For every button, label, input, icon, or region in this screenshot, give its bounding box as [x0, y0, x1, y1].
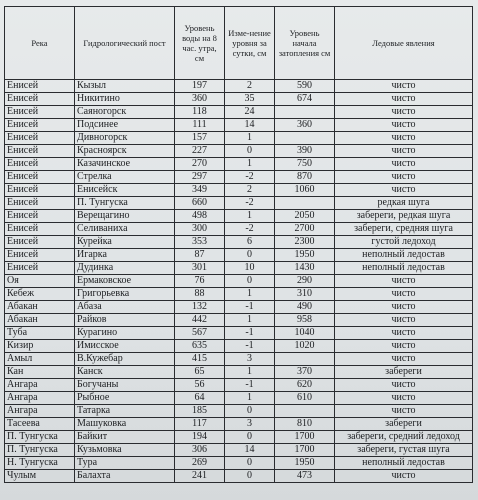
cell-level: 306	[175, 444, 225, 457]
cell-post: Подсинее	[75, 119, 175, 132]
cell-level: 194	[175, 431, 225, 444]
cell-level: 297	[175, 171, 225, 184]
cell-change: 6	[225, 236, 275, 249]
cell-flood: 1950	[275, 457, 335, 470]
cell-level: 117	[175, 418, 225, 431]
cell-change: 2	[225, 80, 275, 93]
cell-post: Кызыл	[75, 80, 175, 93]
cell-level: 118	[175, 106, 225, 119]
cell-flood: 310	[275, 288, 335, 301]
cell-change: 3	[225, 418, 275, 431]
table-row	[5, 197, 473, 210]
cell-ice: неполный ледостав	[335, 249, 473, 262]
table-row	[5, 366, 473, 379]
cell-ice: густой ледоход	[335, 236, 473, 249]
cell-level: 269	[175, 457, 225, 470]
table-row	[5, 171, 473, 184]
table-row	[5, 184, 473, 197]
table-row	[5, 431, 473, 444]
cell-post: Ермаковское	[75, 275, 175, 288]
cell-flood: 1700	[275, 431, 335, 444]
header-post: Гидрологический пост	[75, 7, 175, 80]
cell-post: Имисское	[75, 340, 175, 353]
cell-change: 0	[225, 457, 275, 470]
cell-ice: чисто	[335, 340, 473, 353]
cell-ice: чисто	[335, 405, 473, 418]
cell-post: Казачинское	[75, 158, 175, 171]
cell-flood: 473	[275, 470, 335, 483]
table-row	[5, 236, 473, 249]
cell-level: 635	[175, 340, 225, 353]
cell-change: 1	[225, 158, 275, 171]
table-row	[5, 223, 473, 236]
cell-ice: чисто	[335, 93, 473, 106]
cell-flood	[275, 106, 335, 119]
cell-post: Селиваниха	[75, 223, 175, 236]
table-body	[5, 80, 473, 483]
cell-change: 3	[225, 353, 275, 366]
cell-river: П. Тунгуска	[5, 431, 75, 444]
cell-level: 567	[175, 327, 225, 340]
header-flood: Уровень начала затопления см	[275, 7, 335, 80]
table-row	[5, 379, 473, 392]
cell-river: Тасеева	[5, 418, 75, 431]
cell-river: Оя	[5, 275, 75, 288]
cell-flood: 360	[275, 119, 335, 132]
cell-level: 111	[175, 119, 225, 132]
cell-level: 185	[175, 405, 225, 418]
cell-post: Тура	[75, 457, 175, 470]
cell-level: 415	[175, 353, 225, 366]
cell-flood: 1040	[275, 327, 335, 340]
cell-river: Кан	[5, 366, 75, 379]
cell-change: 0	[225, 145, 275, 158]
cell-level: 64	[175, 392, 225, 405]
cell-change: 0	[225, 249, 275, 262]
cell-ice: забереги, средний ледоход	[335, 431, 473, 444]
cell-post: Красноярск	[75, 145, 175, 158]
cell-flood: 2300	[275, 236, 335, 249]
cell-level: 660	[175, 197, 225, 210]
header-river: Река	[5, 7, 75, 80]
cell-river: Кебеж	[5, 288, 75, 301]
table-row	[5, 119, 473, 132]
cell-level: 360	[175, 93, 225, 106]
cell-ice: чисто	[335, 379, 473, 392]
cell-change: 1	[225, 288, 275, 301]
cell-ice: чисто	[335, 158, 473, 171]
cell-flood: 390	[275, 145, 335, 158]
cell-change: 0	[225, 431, 275, 444]
cell-change: 10	[225, 262, 275, 275]
cell-river: Енисей	[5, 171, 75, 184]
table-row	[5, 340, 473, 353]
cell-level: 227	[175, 145, 225, 158]
cell-flood: 750	[275, 158, 335, 171]
table-row	[5, 327, 473, 340]
cell-river: Енисей	[5, 80, 75, 93]
table-row	[5, 288, 473, 301]
cell-river: Ангара	[5, 379, 75, 392]
cell-river: Ангара	[5, 392, 75, 405]
cell-post: Курагино	[75, 327, 175, 340]
cell-change: 35	[225, 93, 275, 106]
cell-ice: забереги, средняя шуга	[335, 223, 473, 236]
cell-level: 87	[175, 249, 225, 262]
cell-change: -2	[225, 197, 275, 210]
cell-flood: 870	[275, 171, 335, 184]
cell-flood: 2700	[275, 223, 335, 236]
table-row	[5, 444, 473, 457]
cell-river: Енисей	[5, 184, 75, 197]
cell-post: Игарка	[75, 249, 175, 262]
cell-river: Н. Тунгуска	[5, 457, 75, 470]
cell-level: 301	[175, 262, 225, 275]
cell-flood: 370	[275, 366, 335, 379]
cell-flood: 610	[275, 392, 335, 405]
cell-change: 14	[225, 444, 275, 457]
cell-river: Ангара	[5, 405, 75, 418]
cell-river: Кизир	[5, 340, 75, 353]
cell-river: Енисей	[5, 262, 75, 275]
cell-level: 65	[175, 366, 225, 379]
cell-ice: чисто	[335, 119, 473, 132]
cell-post: Курейка	[75, 236, 175, 249]
table-row	[5, 249, 473, 262]
cell-river: Енисей	[5, 210, 75, 223]
cell-level: 241	[175, 470, 225, 483]
cell-level: 349	[175, 184, 225, 197]
cell-ice: чисто	[335, 353, 473, 366]
cell-level: 353	[175, 236, 225, 249]
cell-change: 0	[225, 275, 275, 288]
cell-flood: 1020	[275, 340, 335, 353]
header-ice: Ледовые явления	[335, 7, 473, 80]
table-row	[5, 132, 473, 145]
cell-flood	[275, 353, 335, 366]
cell-post: Байкит	[75, 431, 175, 444]
cell-flood: 590	[275, 80, 335, 93]
cell-post: Татарка	[75, 405, 175, 418]
cell-level: 88	[175, 288, 225, 301]
cell-river: Енисей	[5, 249, 75, 262]
cell-river: Енисей	[5, 132, 75, 145]
cell-post: В.Кужебар	[75, 353, 175, 366]
cell-change: 14	[225, 119, 275, 132]
cell-post: Дудинка	[75, 262, 175, 275]
table-row	[5, 405, 473, 418]
cell-ice: неполный ледостав	[335, 262, 473, 275]
cell-ice: редкая шуга	[335, 197, 473, 210]
cell-change: 1	[225, 392, 275, 405]
cell-post: Рыбное	[75, 392, 175, 405]
cell-flood: 1950	[275, 249, 335, 262]
cell-level: 270	[175, 158, 225, 171]
cell-ice: чисто	[335, 132, 473, 145]
cell-change: 1	[225, 366, 275, 379]
table-row	[5, 301, 473, 314]
cell-flood: 290	[275, 275, 335, 288]
cell-ice: чисто	[335, 145, 473, 158]
cell-river: Енисей	[5, 106, 75, 119]
cell-flood: 1060	[275, 184, 335, 197]
cell-river: Чулым	[5, 470, 75, 483]
cell-ice: чисто	[335, 301, 473, 314]
cell-river: Амыл	[5, 353, 75, 366]
table-row	[5, 457, 473, 470]
cell-level: 442	[175, 314, 225, 327]
table-row	[5, 275, 473, 288]
cell-ice: чисто	[335, 392, 473, 405]
cell-change: -1	[225, 379, 275, 392]
cell-ice: чисто	[335, 288, 473, 301]
cell-level: 76	[175, 275, 225, 288]
cell-ice: чисто	[335, 327, 473, 340]
cell-post: Балахта	[75, 470, 175, 483]
table-row	[5, 470, 473, 483]
cell-flood: 958	[275, 314, 335, 327]
cell-post: Канск	[75, 366, 175, 379]
cell-change: 24	[225, 106, 275, 119]
table-row	[5, 392, 473, 405]
cell-ice: чисто	[335, 184, 473, 197]
cell-ice: чисто	[335, 275, 473, 288]
cell-river: Енисей	[5, 119, 75, 132]
cell-post: Райков	[75, 314, 175, 327]
table-row	[5, 314, 473, 327]
table-header-row	[5, 7, 473, 80]
cell-ice: чисто	[335, 106, 473, 119]
cell-ice: неполный ледостав	[335, 457, 473, 470]
cell-change: 2	[225, 184, 275, 197]
cell-river: Енисей	[5, 197, 75, 210]
cell-change: -1	[225, 327, 275, 340]
cell-ice: забереги, редкая шуга	[335, 210, 473, 223]
cell-level: 56	[175, 379, 225, 392]
cell-post: Машуковка	[75, 418, 175, 431]
cell-flood: 620	[275, 379, 335, 392]
cell-post: Григорьевка	[75, 288, 175, 301]
cell-ice: чисто	[335, 314, 473, 327]
cell-river: П. Тунгуска	[5, 444, 75, 457]
cell-ice: чисто	[335, 80, 473, 93]
cell-flood: 1430	[275, 262, 335, 275]
cell-river: Абакан	[5, 314, 75, 327]
hydrology-table	[4, 6, 473, 483]
table-row	[5, 93, 473, 106]
table-row	[5, 80, 473, 93]
cell-post: Никитино	[75, 93, 175, 106]
cell-change: 1	[225, 314, 275, 327]
cell-river: Туба	[5, 327, 75, 340]
cell-flood: 2050	[275, 210, 335, 223]
header-change: Изме-нение уровня за сутки, см	[225, 7, 275, 80]
table-row	[5, 158, 473, 171]
cell-level: 300	[175, 223, 225, 236]
table-row	[5, 210, 473, 223]
cell-level: 197	[175, 80, 225, 93]
cell-post: Саяногорск	[75, 106, 175, 119]
cell-post: Верещагино	[75, 210, 175, 223]
cell-change: -2	[225, 223, 275, 236]
table-row	[5, 353, 473, 366]
cell-river: Енисей	[5, 223, 75, 236]
cell-post: Стрелка	[75, 171, 175, 184]
cell-ice: забереги	[335, 418, 473, 431]
table-row	[5, 145, 473, 158]
cell-change: 1	[225, 132, 275, 145]
cell-level: 132	[175, 301, 225, 314]
table-row	[5, 262, 473, 275]
cell-change: 0	[225, 470, 275, 483]
cell-ice: забереги, густая шуга	[335, 444, 473, 457]
cell-flood	[275, 132, 335, 145]
cell-post: П. Тунгуска	[75, 197, 175, 210]
cell-flood	[275, 197, 335, 210]
cell-post: Богучаны	[75, 379, 175, 392]
table-row	[5, 106, 473, 119]
cell-river: Енисей	[5, 145, 75, 158]
cell-ice: чисто	[335, 171, 473, 184]
cell-river: Абакан	[5, 301, 75, 314]
cell-flood: 674	[275, 93, 335, 106]
cell-post: Абаза	[75, 301, 175, 314]
cell-change: 0	[225, 405, 275, 418]
cell-change: -1	[225, 301, 275, 314]
cell-river: Енисей	[5, 236, 75, 249]
cell-post: Енисейск	[75, 184, 175, 197]
cell-flood: 490	[275, 301, 335, 314]
cell-flood	[275, 405, 335, 418]
cell-ice: забереги	[335, 366, 473, 379]
table-row	[5, 418, 473, 431]
cell-ice: чисто	[335, 470, 473, 483]
cell-river: Енисей	[5, 158, 75, 171]
cell-post: Дивногорск	[75, 132, 175, 145]
cell-flood: 1700	[275, 444, 335, 457]
cell-change: -1	[225, 340, 275, 353]
cell-flood: 810	[275, 418, 335, 431]
cell-river: Енисей	[5, 93, 75, 106]
cell-change: 1	[225, 210, 275, 223]
cell-post: Кузьмовка	[75, 444, 175, 457]
header-level: Уровень воды на 8 час. утра, см	[175, 7, 225, 80]
cell-change: -2	[225, 171, 275, 184]
cell-level: 498	[175, 210, 225, 223]
cell-level: 157	[175, 132, 225, 145]
